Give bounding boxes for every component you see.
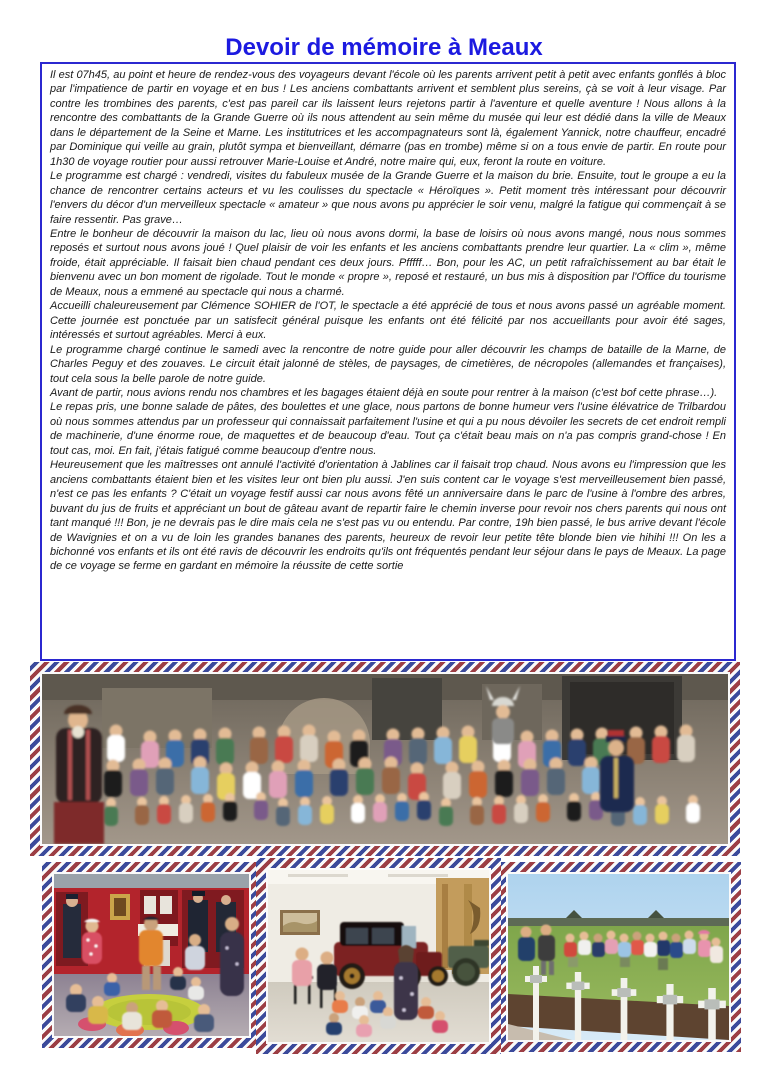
museum-taxi-illustration (268, 870, 489, 1042)
photo-main-group (30, 662, 740, 856)
article-paragraph: Avant de partir, nous avions rendu nos chambres et les bagages étaient déjà en soute pour rentrer à la maison (c'est bof cette phrase…). (50, 386, 718, 399)
article-paragraph: Accueilli chaleureusement par Clémence SOHIER de l'OT, le spectacle a été apprécié de tous et nous avons passé un agréable moment. Cette journée est ponctuée par un satisfecit général puisque les enfants ont été félicité par nos accueillants pour avoir été sages, intéressés et surtout agréables. Merci à eux. (50, 300, 726, 342)
group-photo-illustration (42, 674, 728, 844)
article-text-box (40, 62, 736, 661)
photo-battlefield-graves (496, 862, 741, 1052)
page-title: Devoir de mémoire à Meaux (225, 34, 543, 61)
article-paragraph: Le programme chargé continue le samedi avec la rencontre de notre guide pour aller découvrir les champs de bataille de la Marne, de Charles Peguy et des zouaves. Le circuit était jalonné de stèles, de paysages, de cimetières, de nécropoles (allemandes et françaises), tout cela sous la belle parole de notre guide. (50, 343, 726, 385)
museum-red-room-illustration (54, 874, 249, 1036)
photo-museum-taxi (256, 858, 501, 1054)
article-paragraph: Entre le bonheur de découvrir la maison du lac, lieu où nous avons dormi, la base de loisirs où nous avons mangé, nous nous sommes reposés et surtout nous avons joué ! Quel plaisir de voir les enfants et les anciens combattants prendre leur quartier. La « clim », même froide, était appréciable. Il faisait bien chaud pendant ces deux jours. Pfffff… Bon, pour les AC, un petit rafraîchissement au bar était le bienvenu avec un bon moment de rigolade. Tout le monde « propre », reposé et restauré, un bus mis à disposition par l'Office du tourisme de Meaux, nous a emmené au spectacle qui nous a charmé. (50, 227, 726, 298)
photo-museum-red-room (42, 862, 261, 1048)
article-paragraph: Le programme est chargé : vendredi, visites du fabuleux musée de la Grande Guerre et la maison du brie. Ensuite, tout le groupe a eu la chance de rencontrer certains acteurs et vu les coulisses du spectacle « Héroïques ». Petit moment très intéressant pour découvrir l'envers du décor d'un merveilleux spectacle « amateur » que nous avons pu apprécier le soir venu, malgré la fatigue qui commençait à se faire ressentir. Pas grave… (50, 170, 726, 226)
battlefield-illustration (508, 874, 729, 1040)
article-paragraph: Le repas pris, une bonne salade de pâtes, des boulettes et une glace, nous partons de bonne humeur vers l'usine élévatrice de Trilbardou où nous sommes attendus par un professeur qui connaissait parfaitement l'usine et qui a pu nous dévoiler les secrets de cet endroit rempli de machinerie, d'une énorme roue, de maquettes et de beaucoup d'eau. Tout ça c'était beau mais on n'a pas compris grand-chose ! En tout cas, moi. En fait, j'étais fatigué comme beaucoup d'entre nous. (50, 401, 726, 457)
article-paragraph: Il est 07h45, au point et heure de rendez-vous des voyageurs devant l'école où les parents arrivent petit à petit avec enfants gonflés à bloc par l'impatience de partir en voyage et en bus ! Les anciens combattants arrivent et semblent plus sereins, çà se voit à leur visage. Par contre les trombines des parents, c'est pas pareil car ils laissent leurs rejetons partir à l'aventure et quelle aventure ! Nous allons à la rencontre des combattants de la Grande Guerre où ils nous attendent au sein même du musée qui leur est dédié dans la ville de Meaux dans le département de la Seine et Marne. Les institutrices et les accompagnateurs sont là, également Yannick, notre chauffeur, encadré par Dominique qui veille au grain, plutôt sympa et bienveillant, démarre (pas en trombe) même si on a tous envie de partir. En route pour 1h30 de voyage routier pour aussi retrouver Marie-Louise et André, notre maire qui, eux, feront la route en voiture. (50, 69, 726, 168)
article-paragraph: Heureusement que les maîtresses ont annulé l'activité d'orientation à Jablines car il faisait trop chaud. Nous avons eu l'impression que les anciens combattants étaient bien et les visites leur ont bien plu aussi. J'en suis content car le voyage s'est merveilleusement bien passé, n'est ce pas les enfants ? C'était un voyage festif aussi car nous avons fêté un anniversaire dans le parc de l'usine à l'ombre des arbres, buvant du jus de fruits et appréciant un bout de gâteau avant de repartir faire le chemin inverse pour revoir nos chers parents qui nous ont tant manqué !!! Bon, je ne devrais pas le dire mais cela ne s'est pas vu ou entendu. Par contre, 19h bien passé, le bus arrive devant l'école de Wavignies et on a vu de loin les grandes bananes des parents, heureux de revoir leur petite tête blonde bien vie hihihi !!! On les a bichonné vos enfants et ils ont été ravis de découvrir les endroits qu'ils ont fréquentés pendant leur séjour dans le pays de Meaux. La page de ce voyage se ferme en gardant en mémoire la réussite de cette sortie (50, 459, 726, 573)
